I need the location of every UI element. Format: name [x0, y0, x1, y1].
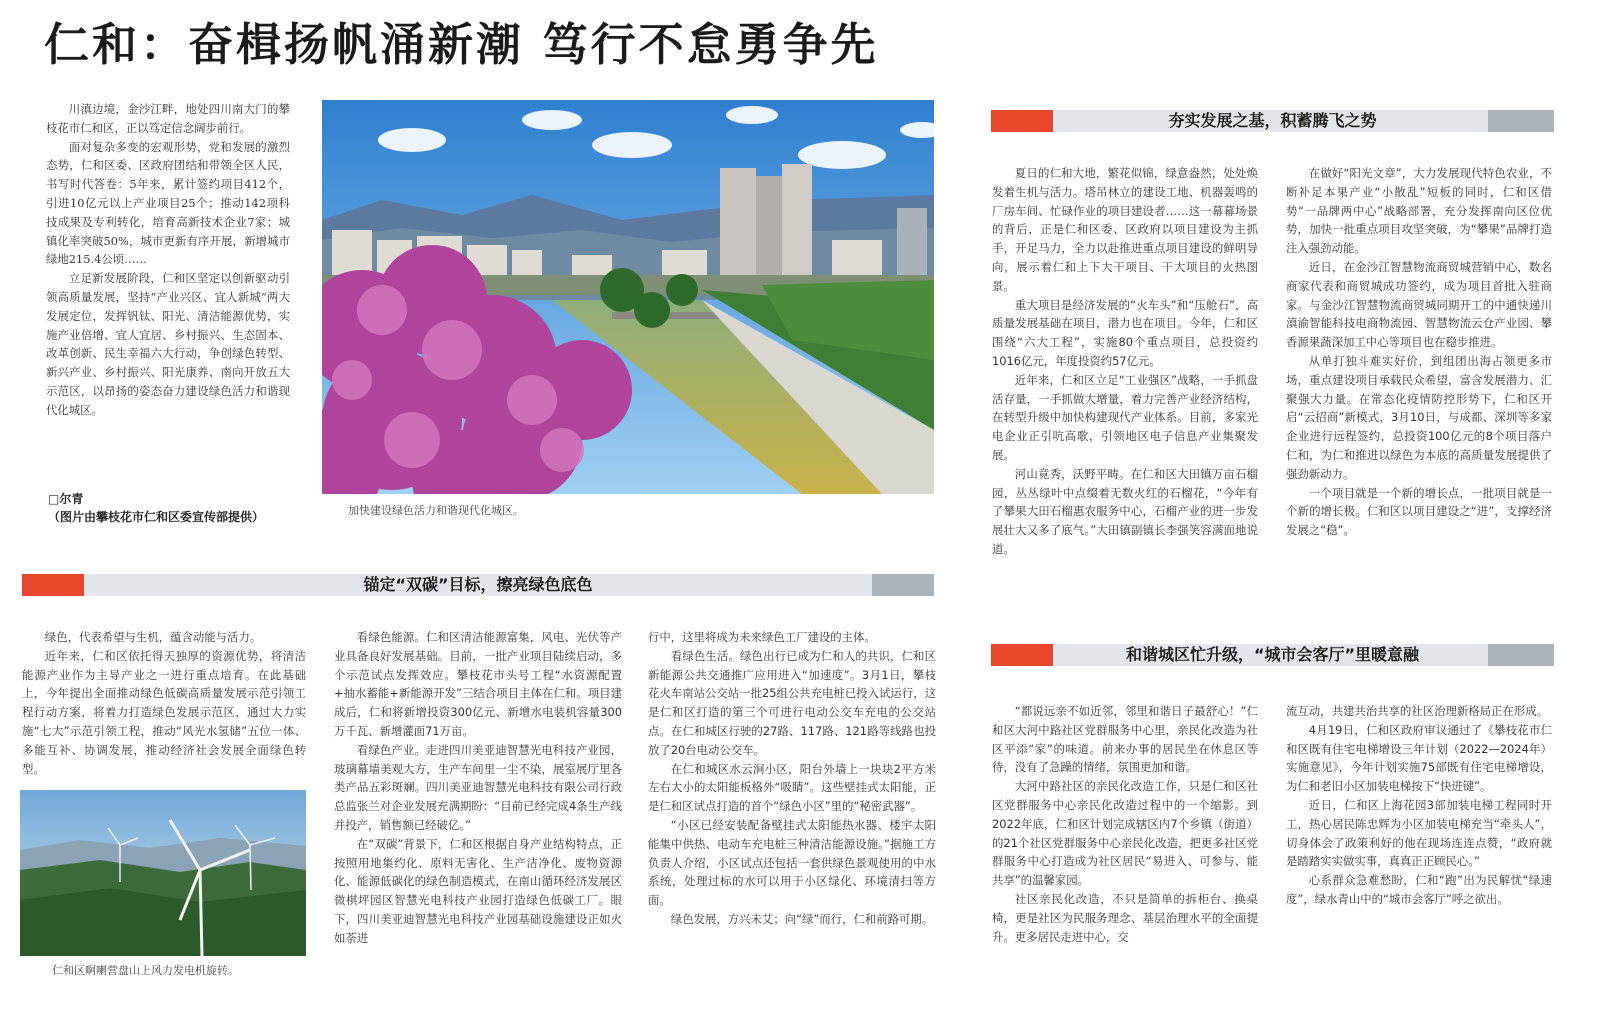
intro-column [46, 100, 290, 420]
wind-turbine-photo [20, 790, 306, 956]
main-photo-caption: 加快建设绿色活力和谐现代化城区。 [348, 504, 524, 517]
paragraph: 看绿色产业。走进四川美亚迪智慧光电科技产业园，玻璃幕墙美观大方，生产车间里一尘不染，展室展厅里各类产品五彩斑斓。四川美亚迪智慧光电科技有限公司行政总监张兰对企业发展充满期盼：“目前已经完成4条生产线并投产，销售额已经破亿。” [334, 742, 622, 832]
section2-column-1 [22, 628, 306, 778]
section3-column-1 [992, 702, 1258, 946]
city-river-flowers-image [322, 100, 934, 494]
paragraph: “小区已经安装配备壁挂式太阳能热水器、楼宇太阳能集中供热、电动车充电桩三种清洁能源设施。”据施工方负责人介绍，小区试点还包括一套供绿色景观使用的中水系统，处理过标的水可以用于小区绿化、环境清扫等方面。 [648, 817, 936, 908]
wind-photo-caption: 仁和区啊喇营盘山上风力发电机旋转。 [52, 964, 239, 977]
paragraph: 看绿色生活。绿色出行已成为仁和人的共识，仁和区新能源公共交通推广应用进入“加速度”。3月1日，攀枝花火车南站公交站一批25组公共充电桩已投入试运行，这是仁和区打造的第三个可进行电动公交车充电的公交站点。在仁和城区行驶的27路、117路、121路等线路也投放了20台电动公交车。 [648, 648, 936, 757]
paragraph: 绿色发展，方兴未艾；向“绿”而行，仁和前路可期。 [670, 911, 934, 926]
wind-turbine-image [20, 790, 306, 956]
section2-column-2 [334, 628, 622, 948]
section1-column-1 [992, 164, 1258, 559]
paragraph: 看绿色能源。仁和区清洁能源富集，风电、光伏等产业具备良好发展基础。目前，一批产业项目陆续启动，多个示范试点发挥效应。攀枝花市头号工程“水资源配置+抽水蓄能+新能源开发”三结合项目主体在仁和。项目建成后，仁和将新增投资300亿元、新增水电装机容量300万千瓦、新增灌面71万亩。 [334, 630, 622, 738]
paragraph: 近年来，仁和区依托得天独厚的资源优势，将清洁能源产业作为主导产业之一进行重点培育。在此基础上，今年提出全面推动绿色低碳高质量发展示范引领工程行动方案，将着力打造绿色发展示范区，通过大力实施“七大”示范引领工程，推动“风光水氢储”五位一体、多能互补、协调发展，推动经济社会发展全面绿色转型。 [22, 648, 306, 776]
paragraph: 近日，在金沙江智慧物流商贸城营销中心，数名商家代表和商贸城成功签约，成为项目首批入驻商家。与金沙江智慧物流商贸城同期开工的中通快递川滇渝智能科技电商物流园、智慧物流云仓产业园、攀香源果蔬深加工中心等项目也在稳步推进。 [1286, 259, 1552, 350]
paragraph: 大河中路社区的亲民化改造工作，只是仁和区社区党群服务中心亲民化改造过程中的一个缩影。到2022年底，仁和区计划完成辖区内7个乡镇（街道）的21个社区党群服务中心亲民化改造，把更多社区党群服务中心打造成为社区居民“易进入、可参与、能共享”的温馨家园。 [992, 779, 1258, 888]
paragraph: 心系群众急难愁盼，仁和“跑”出为民解忧“绿速度”，绿水青山中的“城市会客厅”呼之欲出。 [1286, 873, 1552, 906]
paragraph: 河山竟秀，沃野平畴。在仁和区大田镇万亩石榴园，丛丛绿叶中点缀着无数火红的石榴花，“今年有了攀果大田石榴惠农服务中心，石榴产业的进一步发展壮大又多了底气。”大田镇副镇长李强笑容满面地说道。 [992, 466, 1258, 556]
section-header-development [991, 110, 1554, 132]
paragraph: “都说远亲不如近邻，邻里和谐日子最舒心！”仁和区大河中路社区党群服务中心里，亲民化改造为社区平添“家”的味道。前来办事的居民坐在休息区等待，没有了急躁的情绪，氛围更加和谐。 [992, 704, 1258, 775]
paragraph: 在“双碳”背景下，仁和区根据自身产业结构特点，正按照用地集约化、原料无害化、生产洁净化、废物资源化、能源低碳化的绿色制造模式，在南山循环经济发展区微棋坪园区智慧光电科技产业园打造绿色低碳工厂。眼下，四川美亚迪智慧光电科技产业园基础设施建设正如火如荼进 [334, 836, 622, 945]
paragraph: 4月19日，仁和区政府审议通过了《攀枝花市仁和区既有住宅电梯增设三年计划（2022—2024年）实施意见》，今年计划实施75部既有住宅电梯增设，为仁和老旧小区加装电梯按下“快进键”。 [1286, 722, 1552, 794]
paragraph: 夏日的仁和大地，繁花似锦，绿意盎然，处处焕发着生机与活力。塔吊林立的建设工地、机器轰鸣的厂房车间、忙碌作业的项目建设者……这一幕幕场景的背后，正是仁和区委、区政府以项目建设为主抓手，开足马力，全力以赴推进重点项目建设的鲜明导向，展示着仁和上下大干项目、干大项目的火热图景。 [992, 166, 1258, 293]
intro-paragraph: 立足新发展阶段，仁和区坚定以创新驱动引领高质量发展，坚持“产业兴区、宜人新城”两大发展定位，发挥钒钛、阳光、清洁能源优势，实施产业倍增、宜人宜居、乡村振兴、生态固本、改革创新、民生幸福六大行动，争创绿色转型、新兴产业、乡村振兴、阳光康养、南向开放五大示范区，以昂扬的姿态奋力建设绿色活力和谐现代化城区。 [46, 271, 290, 417]
paragraph: 在仁和城区水云涧小区，阳台外墙上一块块2平方米左右大小的太阳能板格外“吸睛”。这些壁挂式太阳能，正是仁和区试点打造的首个“绿色小区”里的“秘密武器”。 [648, 761, 936, 814]
section1-column-2 [1286, 164, 1552, 540]
section3-column-2 [1286, 702, 1552, 909]
byline-credit: （图片由攀枝花市仁和区委宣传部提供） [48, 510, 265, 524]
paragraph: 流互动，共建共治共享的社区治理新格局正在形成。 [1286, 704, 1548, 718]
byline [48, 490, 264, 526]
paragraph: 一个项目就是一个新的增长点，一批项目就是一个新的增长极。仁和区以项目建设之“进”，支撑经济发展之“稳”。 [1286, 485, 1552, 538]
paragraph: 重大项目是经济发展的“火车头”和“压舱石”，高质量发展基础在项目，潜力也在项目。今年，仁和区围绕“六大工程”，实施80个重点项目，总投资约1016亿元，年度投资约57亿元。 [992, 297, 1258, 368]
headline: 仁和：奋楫扬帆涌新潮 笃行不怠勇争先 [44, 18, 879, 71]
section-title: 夯实发展之基，积蓄腾飞之势 [1168, 111, 1377, 130]
paragraph: 从单打独斗难实好价，到组团出海占领更多市场，重点建设项目承载民众希望，富含发展潜力、汇聚强大力量。在常态化疫情防控形势下，仁和区开启“云招商”新模式，3月10日，与成都、深圳等多家企业进行远程签约，总投资100亿元的8个项目落户仁和，为仁和推进以绿色为本底的高质量发展提供了强劲新动力。 [1286, 353, 1552, 481]
byline-author: □尔青 [48, 492, 84, 506]
paragraph: 社区亲民化改造，不只是简单的拆柜台、换桌椅，更是社区为民服务理念、基层治理水平的全面提升。更多居民走进中心，交 [992, 891, 1258, 944]
intro-paragraph: 面对复杂多变的宏观形势，党和发展的激烈态势，仁和区委、区政府团结和带领全区人民，书写时代答卷：5年来，累计签约项目412个，引进10亿元以上产业项目25个；推动142项科技成果及专利转化，培育高新技术企业7家；城镇化率突破50%，城市更新有序开展，新增城市绿地215.4公顷…… [46, 139, 290, 267]
section-header-green [22, 574, 934, 596]
section-header-community [991, 644, 1554, 666]
intro-paragraph: 川滇边境，金沙江畔，地处四川南大门的攀枝花市仁和区，正以笃定信念阔步前行。 [46, 102, 290, 135]
paragraph: 近日，仁和区上海花园3部加装电梯工程同时开工，热心居民陈忠辉为小区加装电梯充当“牵头人”，切身体会了政策利好的他在现场连连点赞，“政府就是踏踏实实做实事，真真正正顾民心。” [1286, 797, 1552, 869]
paragraph: 行中，这里将成为未来绿色工厂建设的主体。 [648, 630, 876, 644]
section-title: 和谐城区忙升级，“城市会客厅”里暖意融 [1125, 645, 1420, 664]
main-photo [322, 100, 934, 494]
section-title: 锚定“双碳”目标，擦亮绿色底色 [363, 575, 593, 594]
paragraph: 近年来，仁和区立足“工业强区”战略，一手抓盘活存量，一手抓做大增量，着力完善产业经济结构，在转型升级中加快构建现代产业体系。目前，多家光电企业正引吭高歌，引领地区电子信息产业集聚发展。 [992, 372, 1258, 462]
paragraph: 在做好“阳光文章”，大力发展现代特色农业，不断补足本果产业“小散乱”短板的同时，仁和区借势“一品牌两中心”战略部署，充分发挥南向区位优势，加快一批重点项目攻坚突破，为“攀果”品牌打造注入强劲动能。 [1286, 166, 1552, 256]
section2-column-3 [648, 628, 936, 929]
paragraph: 绿色，代表希望与生机，蕴含动能与活力。 [44, 630, 262, 644]
